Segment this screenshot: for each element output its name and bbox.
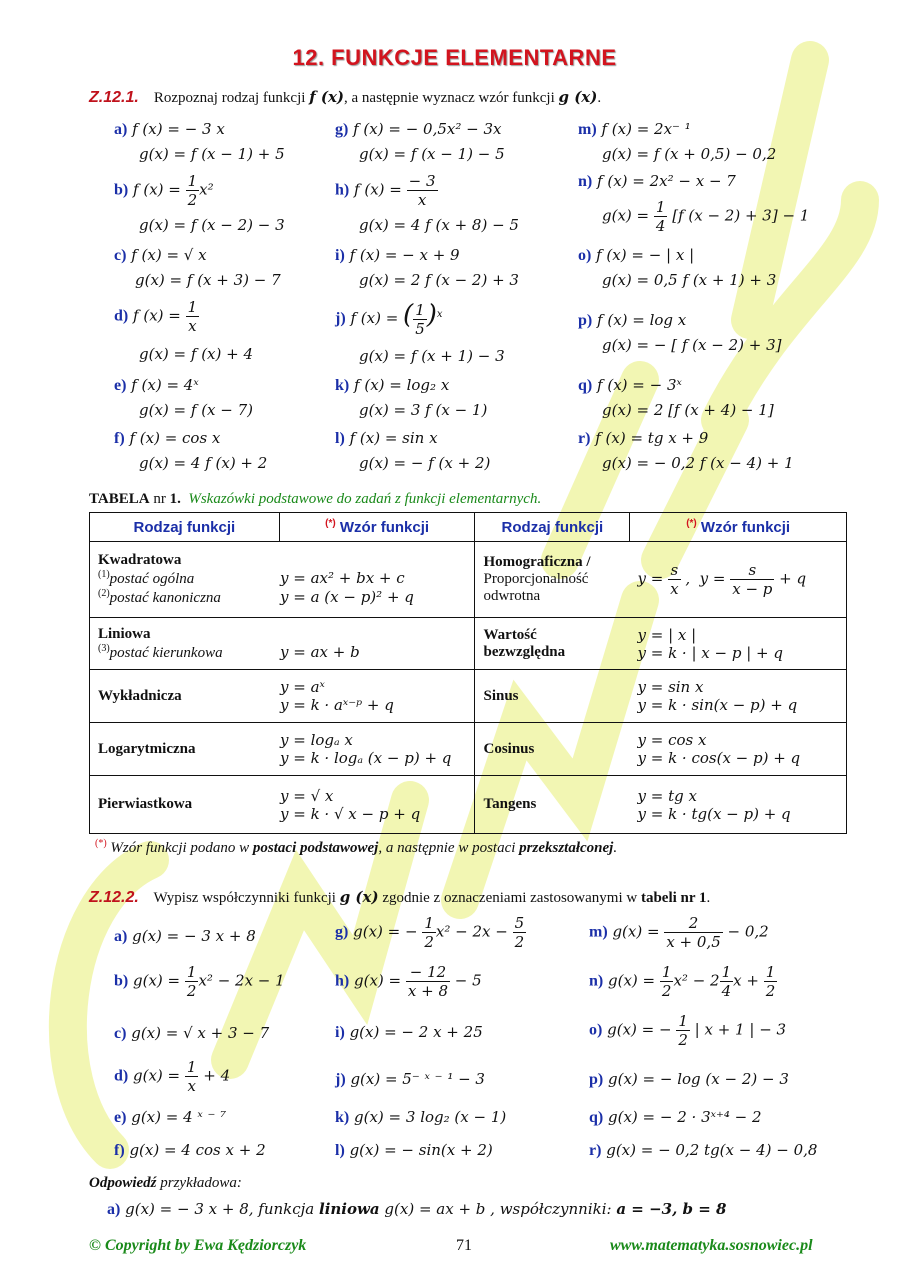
kind-tangens: Tangens: [483, 796, 537, 812]
task2-header: [89, 888, 710, 907]
reference-table: [89, 512, 847, 834]
z2-c: c) g(x) = √ x + 3 − 7: [114, 1024, 270, 1042]
z2-n: n) g(x) = $\frac{1}{2}$ x² − 2 $\frac{1}{4}$ x + $\frac{1}{2}$: [589, 963, 776, 1000]
z1-l: l) f (x) = sin x: [335, 429, 438, 447]
kind-logarytmiczna: Logarytmiczna: [98, 740, 196, 757]
col-formula-2: (*) Wzór funkcji: [630, 513, 847, 542]
z2-g: g) g(x) = − $\frac{1}{2}$ x² − 2x − $\frac{5}{2}$: [335, 914, 525, 951]
z1-e: e) f (x) = 4ˣ: [114, 376, 199, 394]
z1-b: b) f (x) = $\frac{1}{2}$ x²: [114, 172, 214, 209]
kind-pierwiastkowa: Pierwiastkowa: [98, 796, 193, 812]
z1-p: p) f (x) = log x: [578, 311, 687, 329]
z1-a-g: g(x) = f (x − 1) + 5: [139, 145, 285, 163]
z1-j: j) f (x) = ( $\frac{1}{5}$ )$^x$: [335, 300, 443, 338]
kind-sinus: Sinus: [483, 687, 519, 704]
task1-header: [89, 88, 601, 107]
z1-k-g: g(x) = 3 f (x − 1): [359, 401, 488, 419]
z1-k: k) f (x) = log₂ x: [335, 376, 450, 394]
z1-m-g: g(x) = f (x + 0,5) − 0,2: [602, 145, 777, 163]
answer-heading: Odpowiedź przykładowa:: [89, 1175, 242, 1191]
z2-j: j) g(x) = 5⁻ ˣ ⁻ ¹ − 3: [335, 1070, 485, 1088]
task1-g: g (x): [558, 88, 598, 106]
task2-g: g (x): [339, 888, 379, 906]
task1-text-post: .: [597, 90, 602, 106]
z1-q: q) f (x) = − 3ˣ: [578, 376, 682, 394]
z1-f: f) f (x) = cos x: [114, 429, 221, 447]
z1-j-g: g(x) = f (x + 1) − 3: [359, 347, 505, 365]
z1-c-g: g(x) = f (x + 3) − 7: [135, 271, 281, 289]
page-number: 71: [456, 1237, 472, 1254]
z1-a: a) f (x) = − 3 x: [114, 120, 225, 138]
table-row: Liniowa $^{(3)}$postać kierunkowa y = ax + b Wartość bezwzględna y = | x | y = k · | x − p | + q: [90, 618, 847, 670]
z1-b-g: g(x) = f (x − 2) − 3: [139, 216, 285, 234]
z2-a: a) g(x) = − 3 x + 8: [114, 927, 256, 945]
z1-m: m) f (x) = 2x⁻ ¹: [578, 120, 691, 138]
table-row: Kwadratowa $^{(1)}$postać ogólna y = ax² + bx + c $^{(2)}$postać kanoniczna y = a (x − p)² + q Homograficzna / Proporcjonalność odwrotna y = $\frac{s}{x}$ , y = $\frac{s}{x - p}$ + q: [90, 542, 847, 618]
z1-g: g) f (x) = − 0,5x² − 3x: [335, 120, 502, 138]
z1-o-g: g(x) = 0,5 f (x + 1) + 3: [602, 271, 777, 289]
z1-l-g: g(x) = − f (x + 2): [359, 454, 491, 472]
table-caption: TABELA nr 1. Wskazówki podstawowe do zadań z funkcji elementarnych.: [89, 491, 542, 507]
z1-r-g: g(x) = − 0,2 f (x − 4) + 1: [602, 454, 794, 472]
z2-r: r) g(x) = − 0,2 tg(x − 4) − 0,8: [589, 1141, 818, 1159]
z1-f-g: g(x) = 4 f (x) + 2: [139, 454, 268, 472]
answer-example: a) g(x) = − 3 x + 8, funkcja liniowa g(x) = ax + b , współczynniki: a = −3, b = 8: [107, 1200, 727, 1218]
z2-b: b) g(x) = $\frac{1}{2}$ x² − 2x − 1: [114, 963, 285, 1000]
z2-o: o) g(x) = − $\frac{1}{2}$ | x + 1 | − 3: [589, 1012, 787, 1049]
page-title: 12. FUNKCJE ELEMENTARNE: [292, 45, 617, 70]
z2-e: e) g(x) = 4 ˣ ⁻ ⁷: [114, 1108, 227, 1126]
z2-k: k) g(x) = 3 log₂ (x − 1): [335, 1108, 507, 1126]
footer-website-link[interactable]: www.matematyka.sosnowiec.pl: [610, 1237, 813, 1254]
kind-liniowa: Liniowa: [98, 625, 151, 642]
z1-n: n) f (x) = 2x² − x − 7: [578, 172, 736, 190]
task2-text-post: .: [706, 890, 711, 906]
kind-wykladnicza: Wykładnicza: [98, 687, 182, 704]
z2-q: q) g(x) = − 2 · 3ˣ⁺⁴ − 2: [589, 1108, 762, 1126]
table-footnote: (*) Wzór funkcji podano w postaci podstawowej, a następnie w postaci przekształconej.: [95, 838, 618, 856]
task1-f: f (x): [309, 88, 344, 106]
col-kind-2: Rodzaj funkcji: [475, 513, 630, 542]
task1-text-mid: , a następnie wyznacz wzór funkcji: [344, 90, 559, 106]
task2-text: Wypisz współczynniki funkcji: [153, 890, 340, 906]
table-row: Logarytmiczna y = logₐ x y = k · logₐ (x − p) + q Cosinus y = cos x y = k · cos(x − p) + q: [90, 723, 847, 776]
table-header-row: [90, 513, 847, 542]
table-row: Pierwiastkowa y = √ x y = k · √ x − p + q Tangens y = tg x y = k · tg(x − p) + q: [90, 776, 847, 834]
z1-o: o) f (x) = − | x |: [578, 246, 695, 264]
z1-p-g: g(x) = − [ f (x − 2) + 3]: [602, 336, 782, 354]
z2-m: m) g(x) = $\frac{2}{x + 0,5}$ − 0,2: [589, 914, 769, 951]
kind-wartosc: Wartość: [483, 626, 537, 643]
z1-h-g: g(x) = 4 f (x + 8) − 5: [359, 216, 519, 234]
task2-id: Z.12.2.: [89, 889, 139, 906]
z1-r: r) f (x) = tg x + 9: [578, 429, 709, 447]
task1-text: Rozpoznaj rodzaj funkcji: [153, 90, 310, 106]
kind-kwadratowa: Kwadratowa: [98, 552, 182, 568]
table-row: Wykładnicza y = aˣ y = k · aˣ⁻ᵖ + q Sinus y = sin x y = k · sin(x − p) + q: [90, 670, 847, 723]
z1-c: c) f (x) = √ x: [114, 246, 207, 264]
task2-text-mid: zgodnie z oznaczeniami zastosowanymi w: [378, 890, 641, 906]
z2-l: l) g(x) = − sin(x + 2): [335, 1141, 493, 1159]
z1-i-g: g(x) = 2 f (x − 2) + 3: [359, 271, 519, 289]
z1-q-g: g(x) = 2 [f (x + 4) − 1]: [602, 401, 774, 419]
z2-h: h) g(x) = $\frac{- 12}{x + 8}$ − 5: [335, 963, 482, 1000]
kind-cosinus: Cosinus: [483, 740, 535, 757]
kind-homograficzna: Homograficzna /: [483, 554, 591, 570]
footer-copyright: © Copyright by Ewa Kędziorczyk: [89, 1237, 307, 1254]
z2-d: d) g(x) = $\frac{1}{x}$ + 4: [114, 1058, 231, 1095]
z1-d-g: g(x) = f (x) + 4: [139, 345, 254, 363]
z1-h: h) f (x) = $\frac{- 3}{x}$: [335, 172, 436, 209]
col-formula-1: (*) Wzór funkcji: [279, 513, 475, 542]
z2-f: f) g(x) = 4 cos x + 2: [114, 1141, 266, 1159]
z2-i: i) g(x) = − 2 x + 25: [335, 1023, 483, 1041]
z2-p: p) g(x) = − log (x − 2) − 3: [589, 1070, 789, 1088]
task2-table-ref: tabeli nr 1: [640, 890, 707, 906]
z1-g-g: g(x) = f (x − 1) − 5: [359, 145, 505, 163]
z1-i: i) f (x) = − x + 9: [335, 246, 460, 264]
z1-e-g: g(x) = f (x − 7): [139, 401, 254, 419]
task1-id: Z.12.1.: [89, 89, 139, 106]
col-kind-1: Rodzaj funkcji: [90, 513, 280, 542]
z1-d: d) f (x) = $\frac{1}{x}$: [114, 298, 198, 335]
z1-n-g: g(x) = $\frac{1}{4}$ [f (x − 2) + 3] − 1: [602, 198, 810, 235]
